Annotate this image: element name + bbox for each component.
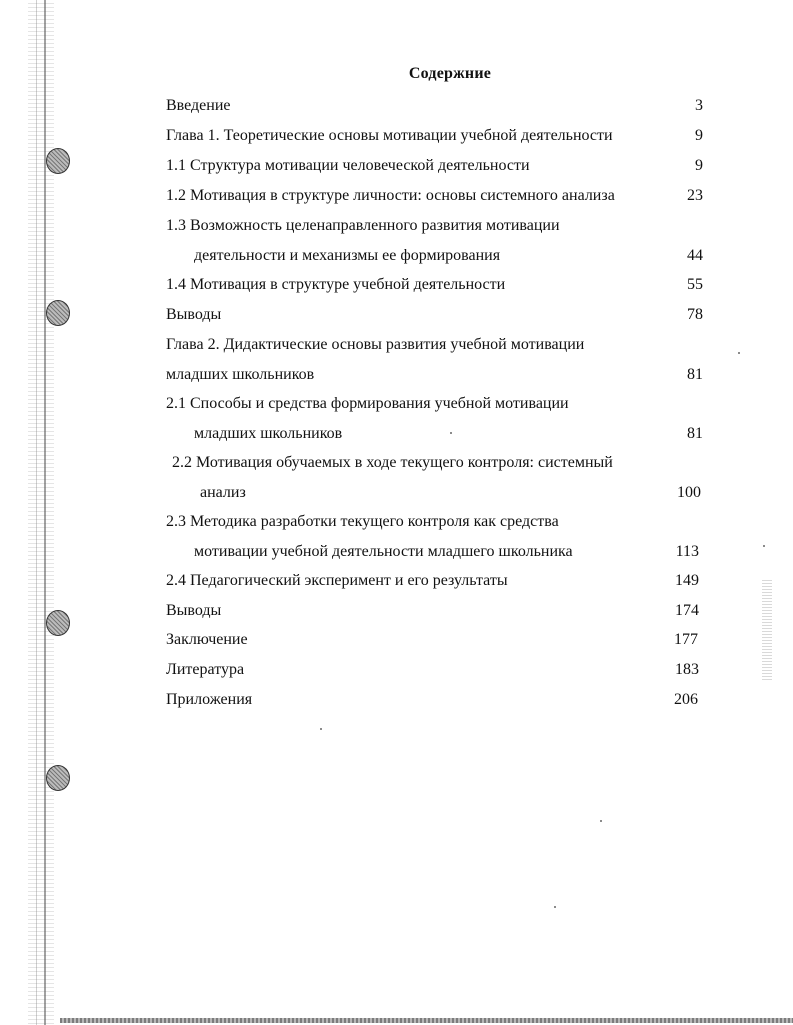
toc-page-number: 100 [677, 483, 701, 501]
speck [763, 545, 765, 547]
toc-entry [166, 121, 703, 151]
toc-entry-text: Введение [166, 97, 231, 114]
toc-entry-line [166, 151, 703, 181]
punch-hole [46, 148, 70, 174]
toc-entry-line [166, 300, 703, 330]
toc-entry-text: Литература [166, 661, 245, 678]
toc-entry-line [166, 360, 703, 390]
toc-entry [166, 270, 703, 300]
toc-page-number: 9 [695, 157, 703, 174]
toc-entry-line [166, 181, 703, 211]
toc-entry-line [166, 566, 699, 596]
speck [554, 906, 556, 908]
toc-entry [166, 389, 703, 448]
toc-page-number: 81 [687, 365, 703, 383]
toc-entry-text: младших школьников [166, 365, 315, 383]
toc-entry-text: 1.1 Структура мотивации человеческой деятельности [166, 157, 530, 174]
toc-entry-text: деятельности и механизмы ее формирования [194, 246, 501, 264]
toc-entry-line [166, 211, 703, 241]
toc-page-number: 183 [675, 661, 699, 678]
toc-page-number: 55 [687, 276, 703, 293]
toc-page-number: 149 [675, 572, 699, 589]
toc-entry-text: 1.4 Мотивация в структуре учебной деятельности [166, 276, 506, 293]
toc-entry [166, 507, 699, 566]
toc-entry [166, 596, 699, 626]
toc-page-number: 113 [675, 542, 699, 560]
binding-line [36, 0, 37, 1025]
toc-page-number: 177 [674, 631, 698, 648]
toc-entry [166, 211, 703, 270]
punch-hole [46, 765, 70, 791]
toc-entry [166, 625, 698, 655]
toc-entry-line [166, 655, 699, 685]
toc-entry-text: 2.1 Способы и средства формирования учебной мотивации [166, 395, 569, 412]
toc-entry-line [166, 91, 703, 121]
toc-entry [166, 655, 699, 685]
toc-page-number: 3 [695, 97, 703, 114]
toc-entry [166, 566, 699, 596]
toc-entry-line [166, 389, 703, 419]
toc-entry-text: 1.2 Мотивация в структуре личности: основы системного анализа [166, 187, 615, 204]
speck [738, 352, 740, 354]
toc-page-number: 44 [687, 246, 703, 264]
toc-entry-text: Заключение [166, 631, 248, 648]
toc-entry [166, 91, 703, 121]
toc-entry-line [166, 596, 699, 626]
toc-page-number: 23 [687, 187, 703, 204]
toc-entry-text: анализ [200, 483, 246, 501]
punch-hole [46, 610, 70, 636]
punch-hole [46, 300, 70, 326]
toc-entry-text: Приложения [166, 691, 253, 708]
toc-page-number: 9 [695, 127, 703, 144]
toc-entry-text: 1.3 Возможность целенаправленного развития мотивации [166, 217, 560, 234]
toc-entry [166, 300, 703, 330]
toc-entry-line [172, 478, 701, 508]
toc-title: Содержние [408, 65, 492, 82]
toc-entry-text: младших школьников [194, 424, 343, 442]
toc-entry-text: 2.4 Педагогический эксперимент и его результаты [166, 572, 508, 589]
binding-line [44, 0, 46, 1025]
toc-entry-line [166, 625, 698, 655]
toc-entry [166, 181, 703, 211]
speck [320, 728, 322, 730]
toc-entry [172, 448, 701, 507]
page-bottom-edge [60, 1018, 793, 1023]
toc-entry-line [166, 330, 703, 360]
toc-entry-text: 2.3 Методика разработки текущего контроля как средства [166, 513, 559, 530]
toc-page-number: 174 [675, 602, 699, 619]
toc-entry-line [166, 270, 703, 300]
toc-entry-line [166, 685, 698, 715]
toc-entry-line [172, 448, 701, 478]
toc-entry-line [166, 241, 703, 271]
toc-entry-line [166, 419, 703, 449]
toc-entry-line [166, 537, 699, 567]
toc-entry-text: Глава 2. Дидактические основы развития учебной мотивации [166, 336, 585, 353]
toc-page-number: 206 [674, 691, 698, 708]
toc-entry-text: Выводы [166, 306, 222, 323]
toc-entry-text: 2.2 Мотивация обучаемых в ходе текущего контроля: системный [172, 454, 613, 471]
scan-noise [762, 580, 772, 680]
toc-entry [166, 330, 703, 389]
speck [600, 820, 602, 822]
toc-entry-text: Глава 1. Теоретические основы мотивации учебной деятельности [166, 127, 613, 144]
toc-entry-line [166, 121, 703, 151]
toc-page-number: 81 [687, 424, 703, 442]
toc-entry [166, 151, 703, 181]
toc-entry-text: Выводы [166, 602, 222, 619]
toc-page-number: 78 [687, 306, 703, 323]
toc-entry-text: мотивации учебной деятельности младшего школьника [194, 542, 573, 560]
toc-entry [166, 685, 698, 715]
toc-entry-line [166, 507, 699, 537]
